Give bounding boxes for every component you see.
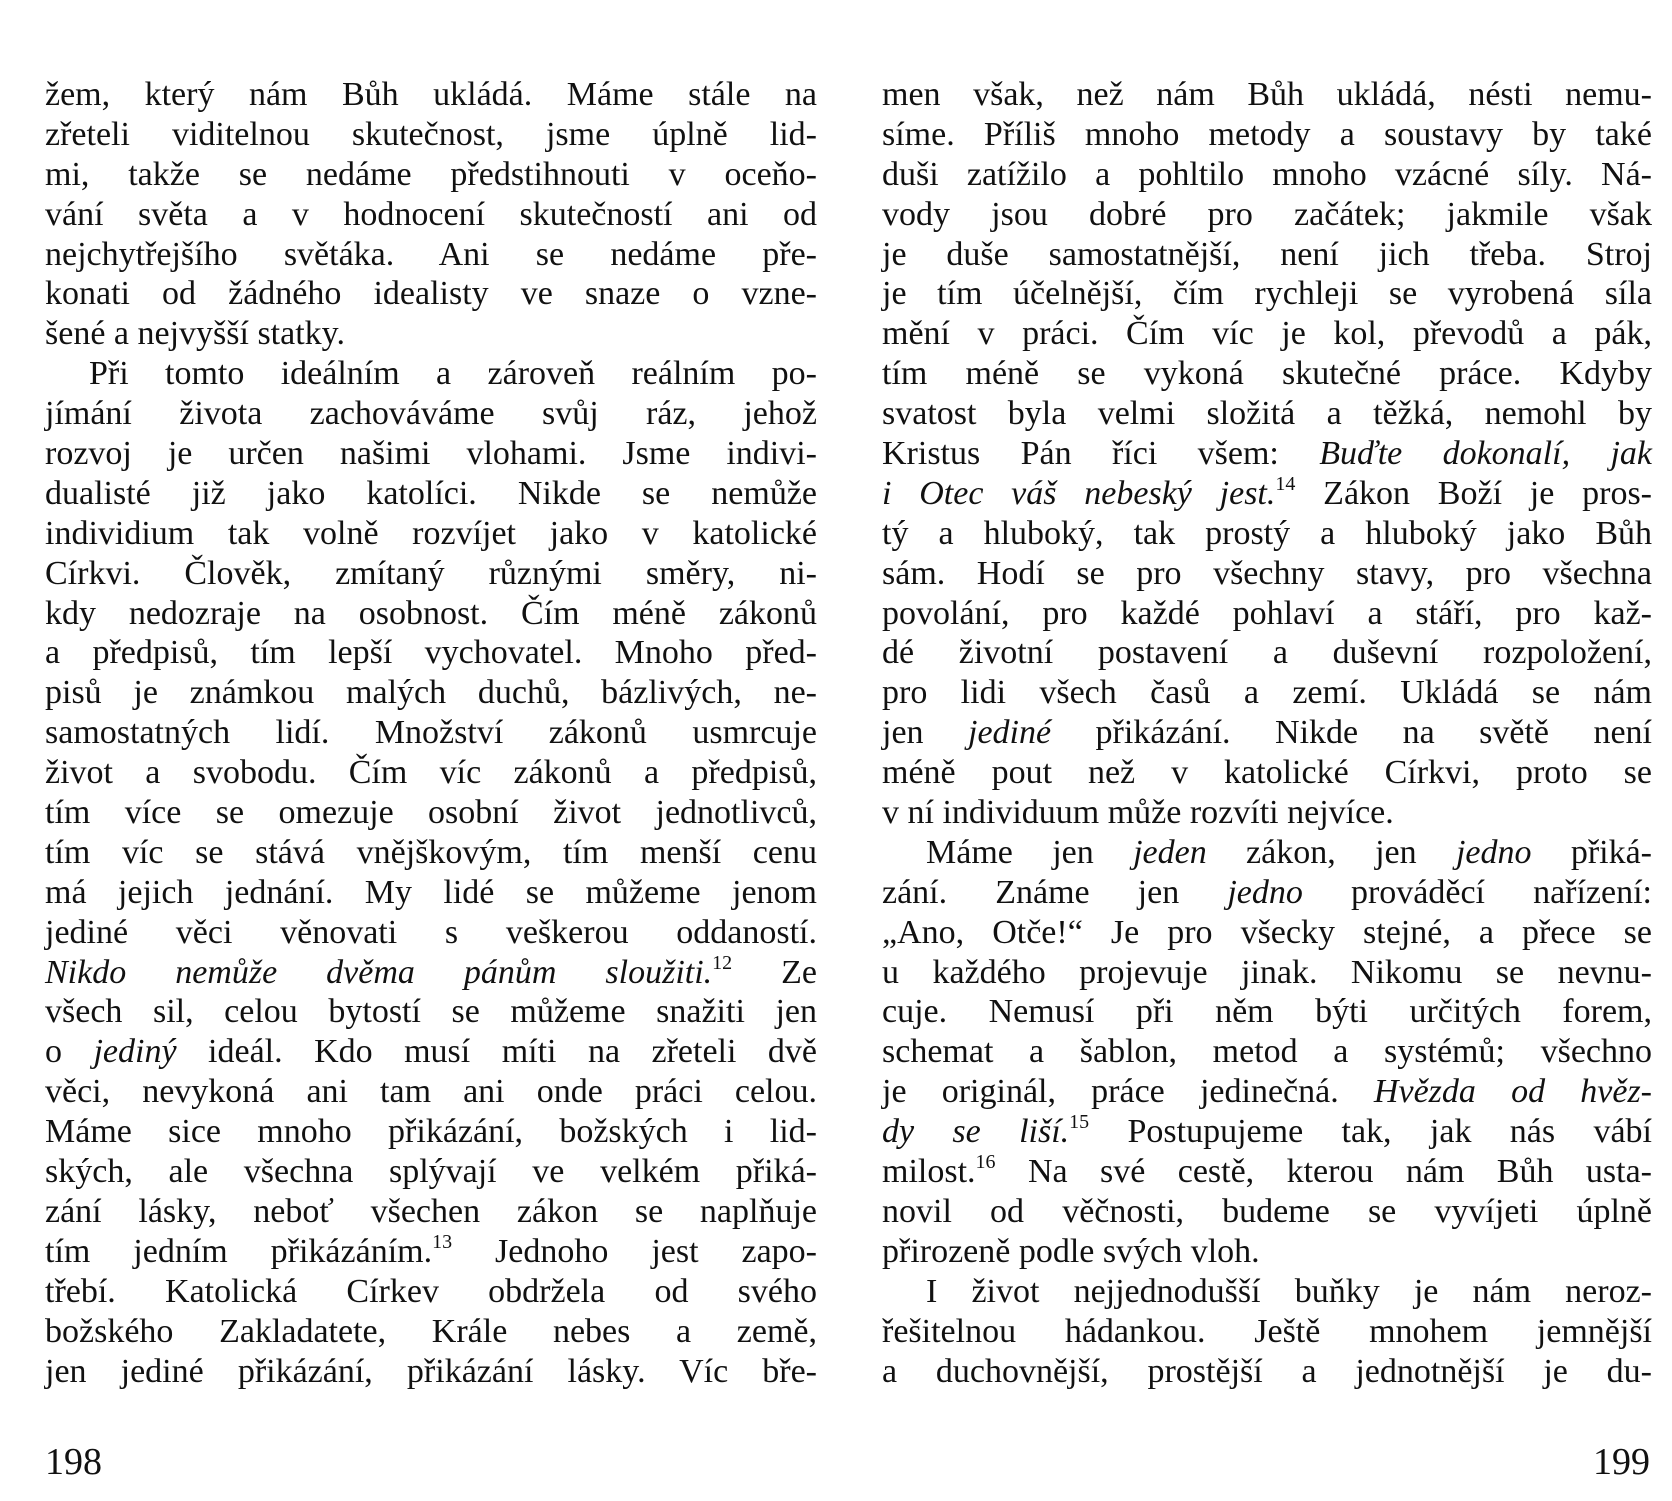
text-line	[45, 833, 817, 873]
text-line	[45, 195, 817, 235]
text-line	[882, 1192, 1652, 1232]
text-segment: u každého projevuje jinak. Nikomu se nevnu-	[882, 953, 1652, 991]
text-segment: šené a nejvyšší statky.	[45, 315, 345, 353]
text-segment: řešitelnou hádankou. Ještě mnohem jemnější	[882, 1312, 1652, 1350]
text-segment: Ze	[732, 953, 817, 991]
text-segment: božského Zakladatete, Krále nebes a země,	[45, 1312, 817, 1350]
text-line	[882, 155, 1652, 195]
text-line	[45, 1352, 817, 1392]
text-segment: rozvoj je určen našimi vlohami. Jsme indivi-	[45, 435, 817, 473]
text-segment: jediné věci věnovati s veškerou oddaností.	[45, 913, 817, 951]
text-segment: men však, než nám Bůh ukládá, nésti nemu-	[882, 76, 1652, 113]
footnote-marker: 13	[432, 1230, 453, 1253]
text-segment: tý a hluboký, tak prostý a hluboký jako Bůh	[882, 514, 1652, 552]
text-segment: Jednoho jest zapo-	[452, 1232, 818, 1270]
page-number-right: 199	[1593, 1441, 1650, 1483]
italic-text: jedno	[1227, 873, 1303, 911]
text-line	[45, 953, 817, 993]
text-segment: dualisté již jako katolíci. Nikde se nemůže	[45, 474, 817, 512]
text-segment: svatost byla velmi složitá a těžká, nemohl by	[882, 395, 1652, 433]
footnote-marker: 16	[975, 1151, 996, 1174]
text-segment: zání. Známe jen	[882, 873, 1228, 911]
text-segment: Na své cestě, kterou nám Bůh usta-	[995, 1153, 1652, 1191]
italic-text: dy se liší.	[882, 1113, 1070, 1151]
text-line	[882, 833, 1652, 873]
text-line	[882, 434, 1652, 474]
italic-text: Buďte dokonalí, jak	[1319, 435, 1652, 473]
text-line	[882, 474, 1652, 514]
text-line	[882, 195, 1652, 235]
text-segment: je originál, práce jedinečná.	[882, 1073, 1374, 1111]
text-line	[882, 594, 1652, 634]
right-page-text	[882, 75, 1652, 1391]
text-segment: zřeteli viditelnou skutečnost, jsme úplně lid-	[45, 115, 817, 153]
text-line	[45, 594, 817, 634]
text-segment: zání lásky, neboť všechen zákon se naplňuje	[45, 1192, 817, 1230]
text-line	[882, 793, 1652, 833]
text-segment: třebí. Katolická Církev obdržela od svého	[45, 1272, 817, 1310]
text-segment: a duchovnější, prostější a jednotnější je du-	[882, 1352, 1652, 1390]
text-segment: cuje. Nemusí při něm býti určitých forem,	[882, 993, 1652, 1031]
text-line	[45, 155, 817, 195]
page-number-left: 198	[45, 1441, 102, 1483]
text-line	[45, 115, 817, 155]
text-segment: žem, který nám Bůh ukládá. Máme stále na	[45, 76, 817, 113]
text-line	[882, 274, 1652, 314]
text-line	[882, 314, 1652, 354]
text-segment: Postupujeme tak, jak nás vábí	[1089, 1113, 1652, 1151]
text-segment: vání světa a v hodnocení skutečností ani od	[45, 195, 817, 233]
italic-text: i Otec váš nebeský jest.	[882, 474, 1276, 512]
text-line	[882, 713, 1652, 753]
text-segment: přikázání. Nikde na světě není	[1051, 714, 1652, 752]
text-line	[882, 673, 1652, 713]
text-line	[882, 1112, 1652, 1152]
text-segment: vody jsou dobré pro začátek; jakmile však	[882, 195, 1652, 233]
text-line	[45, 633, 817, 673]
text-segment: dé životní postavení a duševní rozpoložení,	[882, 634, 1652, 672]
footnote-marker: 15	[1069, 1111, 1090, 1134]
text-segment: pro lidi všech časů a zemí. Ukládá se nám	[882, 674, 1652, 712]
text-segment: mi, takže se nedáme předstihnouti v oceňo-	[45, 155, 817, 193]
text-line	[45, 673, 817, 713]
text-line	[45, 1072, 817, 1112]
footnote-marker: 12	[712, 951, 733, 974]
text-segment: prováděcí nařízení:	[1302, 873, 1652, 911]
text-line	[882, 1032, 1652, 1072]
text-line	[45, 1232, 817, 1272]
text-line	[882, 992, 1652, 1032]
text-segment: jen jediné přikázání, přikázání lásky. Víc bře-	[45, 1352, 817, 1390]
text-segment: zákon, jen	[1206, 833, 1456, 871]
text-segment: Církvi. Člověk, zmítaný různými směry, ni-	[45, 554, 817, 592]
text-segment: ideál. Kdo musí míti na zřeteli dvě	[176, 1033, 818, 1071]
text-segment: tím jedním přikázáním.	[45, 1232, 433, 1270]
text-segment: o	[45, 1033, 94, 1071]
text-segment: a předpisů, tím lepší vychovatel. Mnoho před-	[45, 634, 817, 672]
text-line	[882, 1152, 1652, 1192]
italic-text: jediné	[968, 714, 1052, 752]
text-line	[882, 1272, 1652, 1312]
text-segment: milost.	[882, 1153, 976, 1191]
text-line	[45, 793, 817, 833]
text-segment: pisů je známkou malých duchů, bázlivých, ne-	[45, 674, 817, 712]
text-segment: Zákon Boží je pros-	[1295, 474, 1652, 512]
text-segment: konati od žádného idealisty ve snaze o vzne-	[45, 275, 817, 313]
text-line	[45, 992, 817, 1032]
text-segment: život a svobodu. Čím víc zákonů a předpisů,	[45, 754, 817, 792]
text-segment: schemat a šablon, metod a systémů; všechno	[882, 1033, 1652, 1071]
text-line	[45, 354, 817, 394]
text-line	[45, 1192, 817, 1232]
text-line	[45, 274, 817, 314]
text-line	[45, 394, 817, 434]
text-segment: tím víc se stává vnějškovým, tím menší cenu	[45, 833, 817, 871]
text-line	[882, 235, 1652, 275]
text-line	[45, 713, 817, 753]
text-line	[882, 1232, 1652, 1272]
text-line	[882, 753, 1652, 793]
footnote-marker: 14	[1275, 472, 1296, 495]
text-line	[882, 913, 1652, 953]
text-segment: má jejich jednání. My lidé se můžeme jenom	[45, 873, 817, 911]
text-line	[45, 913, 817, 953]
text-segment: tím méně se vykoná skutečné práce. Kdyby	[882, 355, 1652, 393]
text-segment: přiká-	[1531, 833, 1652, 871]
text-segment: sám. Hodí se pro všechny stavy, pro všechna	[882, 554, 1652, 592]
text-segment: povolání, pro každé pohlaví a stáří, pro kaž-	[882, 594, 1652, 632]
text-line	[45, 1152, 817, 1192]
text-segment: tím více se omezuje osobní život jednotlivců,	[45, 794, 817, 832]
text-line	[45, 474, 817, 514]
text-segment: Při tomto ideálním a zároveň reálním po-	[89, 355, 817, 393]
text-line	[882, 115, 1652, 155]
text-line	[45, 1312, 817, 1352]
text-line	[45, 753, 817, 793]
text-line	[882, 873, 1652, 913]
text-segment: „Ano, Otče!“ Je pro všecky stejné, a přece se	[882, 913, 1652, 951]
text-line	[882, 514, 1652, 554]
text-line	[882, 554, 1652, 594]
text-segment: mění v práci. Čím víc je kol, převodů a pák,	[882, 315, 1652, 353]
left-page-text	[45, 75, 817, 1391]
text-segment: všech sil, celou bytostí se můžeme snažiti jen	[45, 993, 817, 1031]
text-line	[45, 1112, 817, 1152]
text-segment: jímání života zachováváme svůj ráz, jehož	[45, 395, 817, 433]
text-line	[45, 434, 817, 474]
text-segment: nejchytřejšího světáka. Ani se nedáme pře-	[45, 235, 817, 273]
text-line	[882, 394, 1652, 434]
text-line	[45, 514, 817, 554]
text-line	[882, 953, 1652, 993]
text-line	[882, 633, 1652, 673]
text-segment: kdy nedozraje na osobnost. Čím méně zákonů	[45, 594, 817, 632]
text-segment: samostatných lidí. Množství zákonů usmrcuje	[45, 714, 817, 752]
text-segment: jen	[882, 714, 969, 752]
text-line	[45, 1272, 817, 1312]
text-segment: Máme jen	[926, 833, 1134, 871]
text-line	[45, 873, 817, 913]
italic-text: jedno	[1455, 833, 1532, 871]
text-line	[45, 1032, 817, 1072]
italic-text: Nikdo nemůže dvěma pánům sloužiti.	[45, 953, 713, 991]
text-line	[882, 1072, 1652, 1112]
text-segment: méně pout než v katolické Církvi, proto se	[882, 754, 1652, 792]
text-segment: ských, ale všechna splývají ve velkém přiká-	[45, 1153, 817, 1191]
text-line	[882, 1312, 1652, 1352]
text-segment: je duše samostatnější, není jich třeba. Stroj	[882, 235, 1652, 273]
text-line	[882, 1352, 1652, 1392]
text-segment: duši zatížilo a pohltilo mnoho vzácné síly. Ná-	[882, 155, 1652, 193]
italic-text: Hvězda od hvěz-	[1373, 1073, 1653, 1111]
text-segment: Kristus Pán říci všem:	[882, 435, 1320, 473]
text-segment: Máme sice mnoho přikázání, božských i lid-	[45, 1113, 817, 1151]
text-segment: individium tak volně rozvíjet jako v katolické	[45, 514, 817, 552]
text-line	[882, 354, 1652, 394]
text-segment: I život nejjednodušší buňky je nám neroz-	[926, 1272, 1652, 1310]
text-line	[45, 554, 817, 594]
text-segment: novil od věčnosti, budeme se vyvíjeti úplně	[882, 1192, 1652, 1230]
text-line	[45, 75, 817, 115]
italic-text: jediný	[93, 1033, 177, 1071]
text-segment: v ní individuum může rozvíti nejvíce.	[882, 794, 1394, 832]
text-segment: je tím účelnější, čím rychleji se vyrobená síla	[882, 275, 1652, 313]
text-segment: síme. Příliš mnoho metody a soustavy by také	[882, 115, 1652, 153]
text-line	[882, 75, 1652, 115]
text-line	[45, 314, 817, 354]
text-segment: věci, nevykoná ani tam ani onde práci celou.	[45, 1073, 817, 1111]
italic-text: jeden	[1133, 833, 1207, 871]
text-segment: přirozeně podle svých vloh.	[882, 1232, 1260, 1270]
text-line	[45, 235, 817, 275]
